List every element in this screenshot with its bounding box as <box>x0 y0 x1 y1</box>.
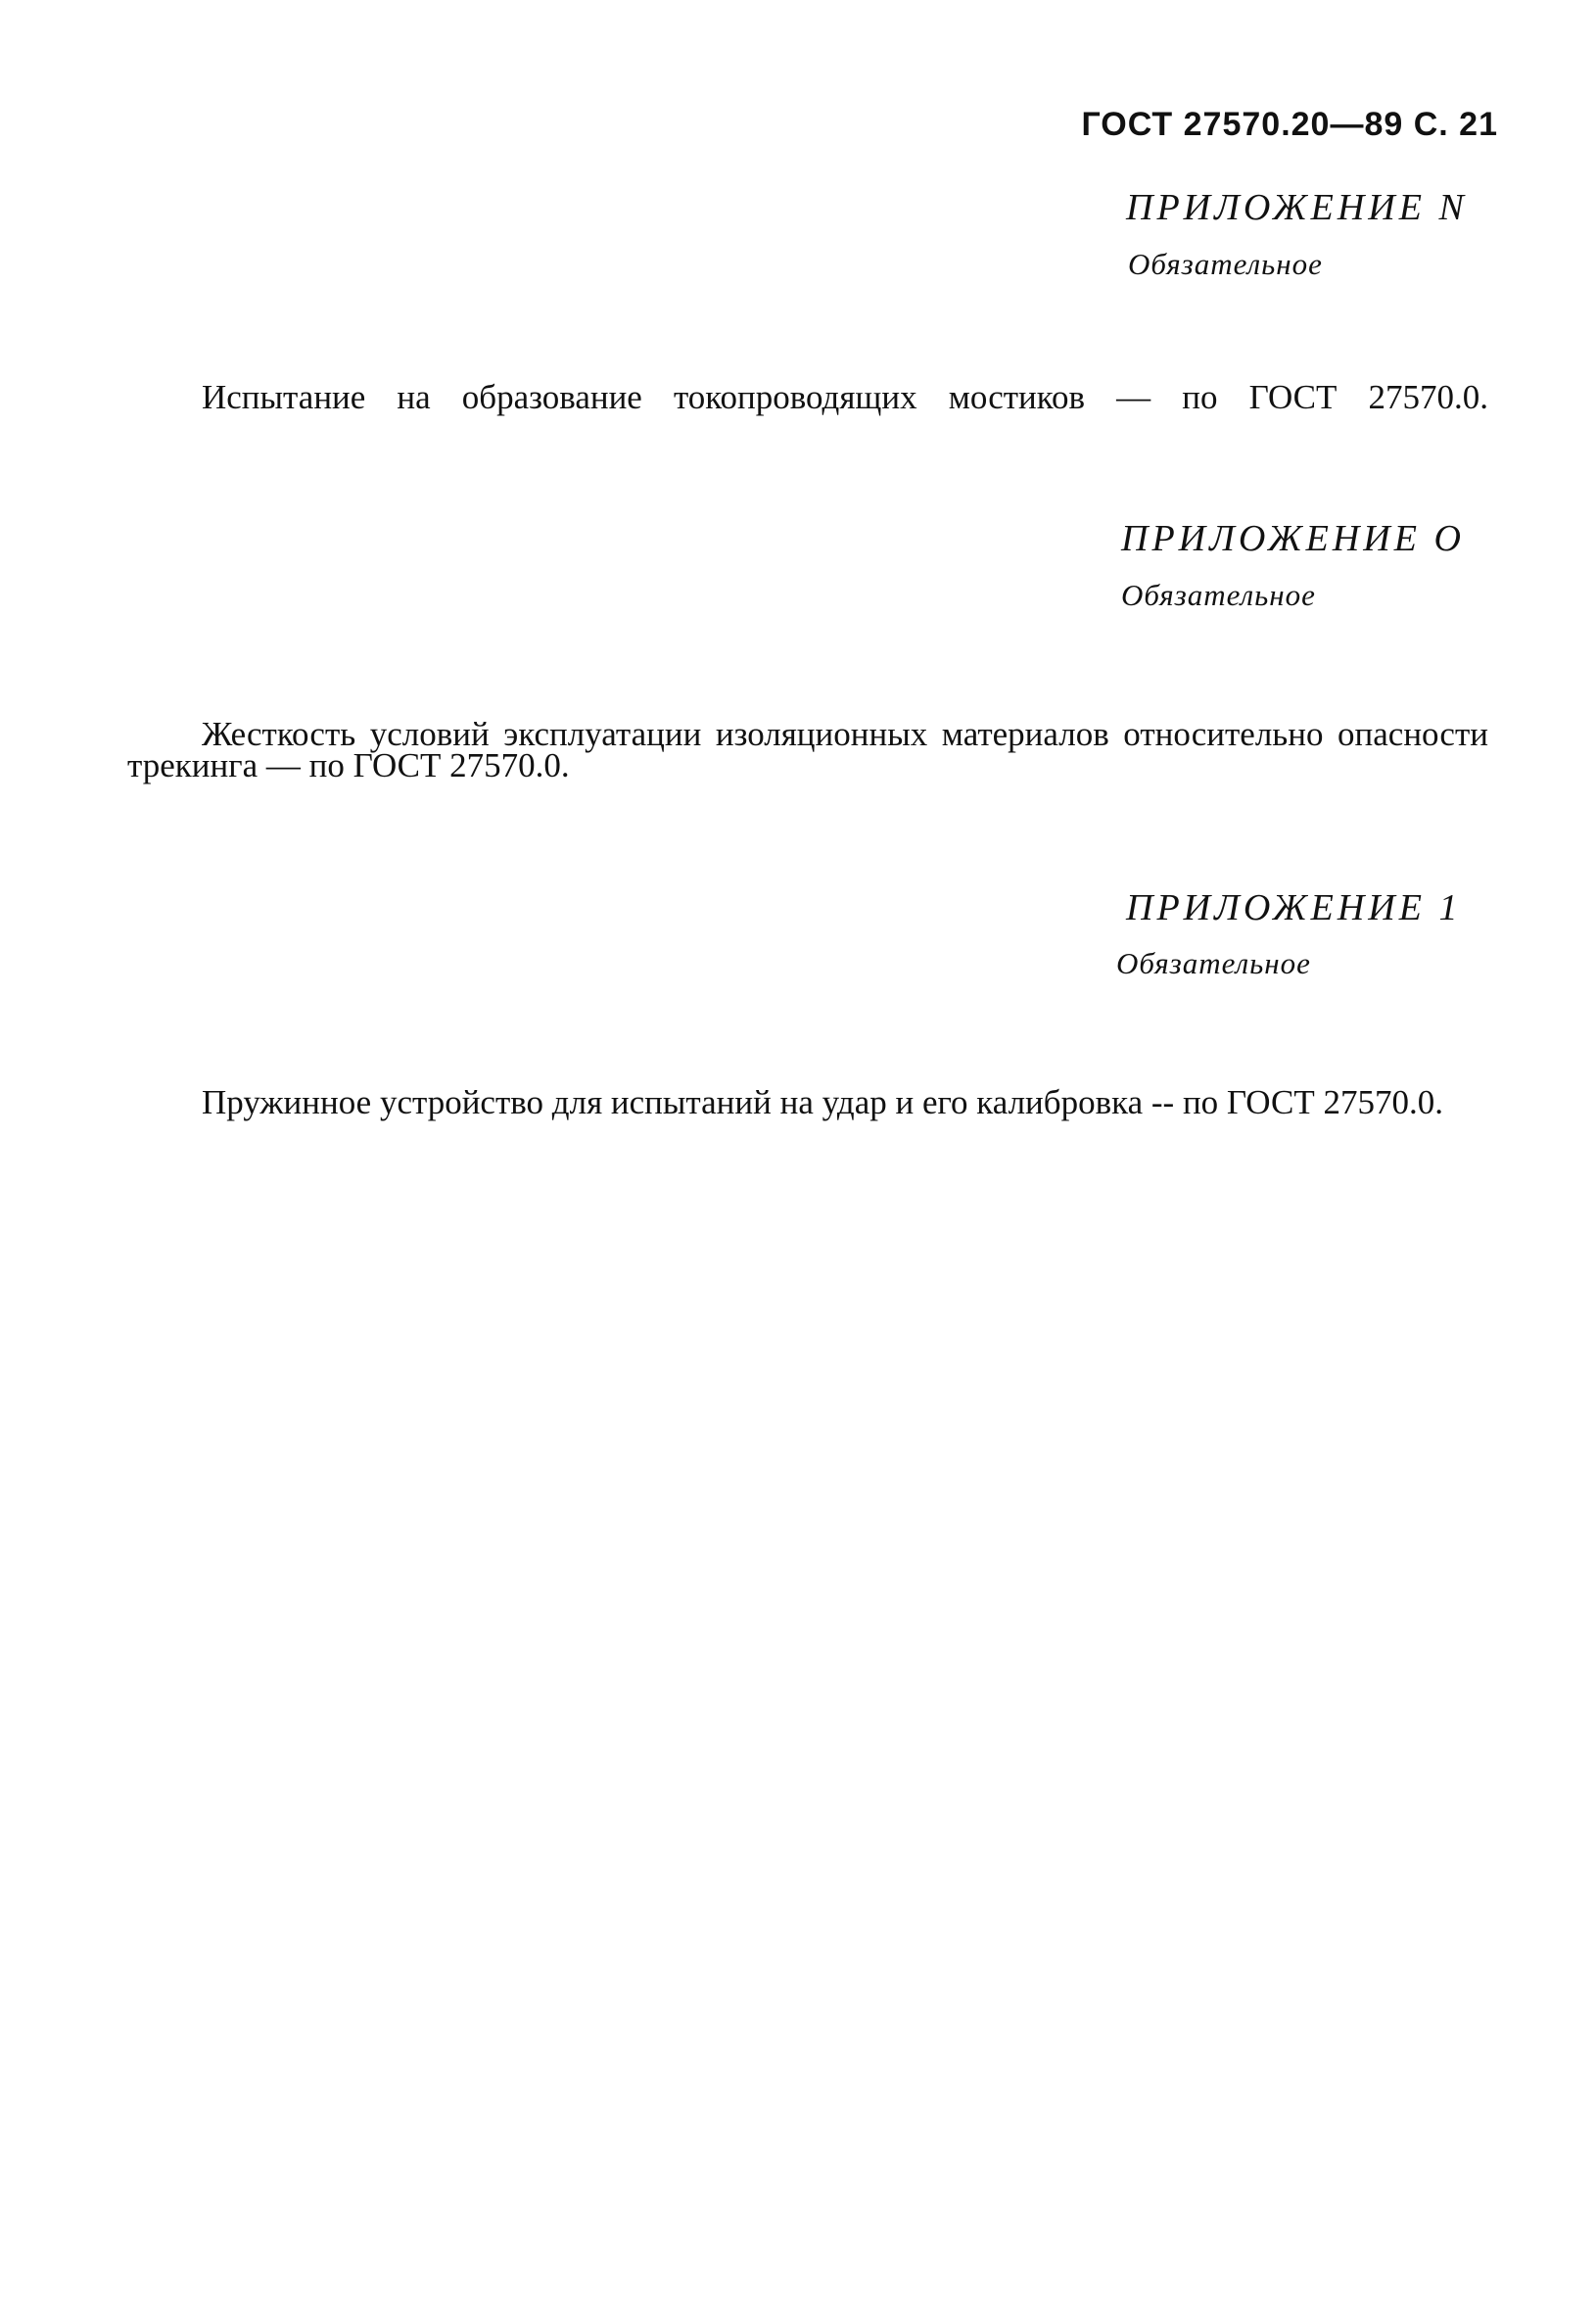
appendix-n-text: Испытание на образование токопроводящих мостиков — по ГОСТ 27570.0. <box>202 378 1488 416</box>
appendix-o-text: Жесткость условий эксплуатации изоляционных материалов относительно опасности трекинга — по ГОСТ 27570.0. <box>127 715 1488 784</box>
appendix-o-status: Обязательное <box>1121 578 1316 612</box>
appendix-1-text: Пружинное устройство для испытаний на удар и его калибровка -- по ГОСТ 27570.0. <box>202 1083 1443 1121</box>
appendix-n-status: Обязательное <box>1128 247 1323 281</box>
appendix-n-title: ПРИЛОЖЕНИЕ N <box>1126 187 1468 228</box>
appendix-1-status: Обязательное <box>1116 946 1311 980</box>
running-header: ГОСТ 27570.20—89 С. 21 <box>1081 106 1498 143</box>
appendix-o-title: ПРИЛОЖЕНИЕ O <box>1121 518 1465 559</box>
appendix-1-title: ПРИЛОЖЕНИЕ 1 <box>1126 887 1462 928</box>
